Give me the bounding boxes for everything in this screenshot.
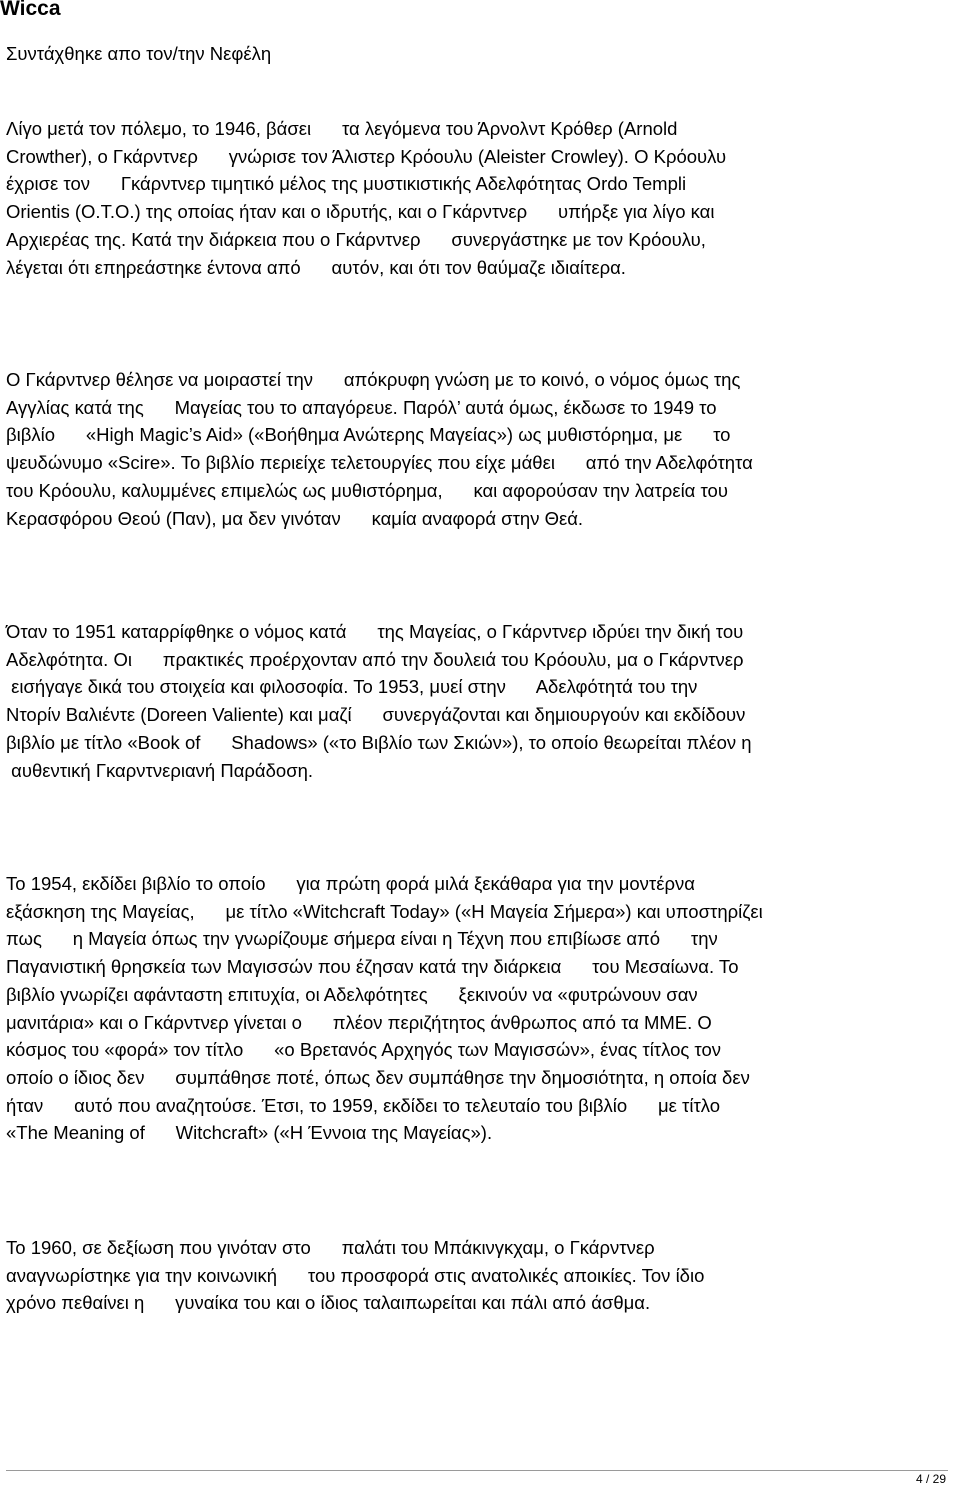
paragraph-line: μανιτάρια» και ο Γκάρντνερ γίνεται ο πλέον περιζήτητος άνθρωπος από τα ΜΜΕ. Ο [6,1011,712,1033]
paragraph-2 [6,366,956,532]
paragraph-line: «The Meaning of Witchcraft» («Η Έννοια της Μαγείας»). [6,1122,493,1144]
paragraph-line: Ο Γκάρντνερ θέλησε να μοιραστεί την απόκρυφη γνώση με το κοινό, ο νόμος όμως της [6,369,741,390]
paragraph-line: Λίγο μετά τον πόλεμο, το 1946, βάσει τα λεγόμενα του Άρνολντ Κρόθερ (Arnold [6,118,678,139]
paragraph-1 [6,115,956,281]
paragraph-line: οποίο ο ίδιος δεν συμπάθησε ποτέ, όπως δεν συμπάθησε την δημοσιότητα, η οποία δεν [6,1066,750,1088]
paragraph-line: Crowther), ο Γκάρντνερ γνώρισε τον Άλιστερ Κρόουλυ (Aleister Crowley). Ο Κρόουλυ [6,145,727,167]
paragraph-line: Το 1960, σε δεξίωση που γινόταν στο παλάτι του Μπάκινγκχαμ, ο Γκάρντνερ [6,1237,655,1258]
paragraph-line: πως η Μαγεία όπως την γνωρίζουμε σήμερα είναι η Τέχνη που επιβίωσε από την [6,928,718,950]
paragraph-line: Ντορίν Βαλιέντε (Doreen Valiente) και μαζί συνεργάζονται και δημιουργούν και εκδίδουν [6,704,746,726]
paragraph-line: βιβλίο «High Magic’s Aid» («Βοήθημα Ανώτερης Μαγείας») ως μυθιστόρημα, με το [6,424,731,446]
paragraph-line: Αρχιερέας της. Κατά την διάρκεια που ο Γκάρντνερ συνεργάστηκε με τον Κρόουλυ, [6,228,706,250]
paragraph-3 [6,618,956,784]
document-title: Wicca [0,0,61,20]
paragraph-line: εισήγαγε δικά του στοιχεία και φιλοσοφία. Το 1953, μυεί στην Αδελφότητά του την [6,676,698,698]
paragraph-line: Όταν το 1951 καταρρίφθηκε ο νόμος κατά της Μαγείας, ο Γκάρντνερ ιδρύει την δική του [6,621,744,642]
paragraph-line: ψευδώνυμο «Scire». Το βιβλίο περιείχε τελετουργίες που είχε μάθει από την Αδελφότητα [6,452,753,474]
paragraph-4 [6,870,956,1147]
paragraph-line: βιβλίο με τίτλο «Book of Shadows» («το Βιβλίο των Σκιών»), το οποίο θεωρείται πλέον η [6,731,752,753]
footer-divider [6,1470,948,1471]
paragraph-line: αναγνωρίστηκε για την κοινωνική του προσφορά στις ανατολικές αποικίες. Τον ίδιο [6,1264,705,1286]
paragraph-line: Αδελφότητα. Οι πρακτικές προέρχονταν από την δουλειά του Κρόουλυ, μα ο Γκάρντνερ [6,648,744,670]
paragraph-line: Παγανιστική θρησκεία των Μαγισσών που έζησαν κατά την διάρκεια του Μεσαίωνα. Το [6,956,739,978]
paragraph-line: Κερασφόρου Θεού (Παν), μα δεν γινόταν καμία αναφορά στην Θεά. [6,507,584,529]
paragraph-line: χρόνο πεθαίνει η γυναίκα του και ο ίδιος ταλαιπωρείται και πάλι από άσθμα. [6,1292,651,1314]
paragraph-line: εξάσκηση της Μαγείας, με τίτλο «Witchcraft Today» («Η Μαγεία Σήμερα») και υποστηρίζει [6,900,763,922]
paragraph-line: έχρισε τον Γκάρντνερ τιμητικό μέλος της μυστικιστικής Αδελφότητας Ordo Templi [6,173,687,195]
page-number: 4 / 29 [915,1472,946,1486]
paragraph-line: ήταν αυτό που αναζητούσε. Έτσι, το 1959, εκδίδει το τελευταίο του βιβλίο με τίτλο [6,1094,721,1116]
paragraph-5 [6,1234,956,1317]
paragraph-line: Το 1954, εκδίδει βιβλίο το οποίο για πρώτη φορά μιλά ξεκάθαρα για την μοντέρνα [6,873,695,894]
paragraph-line: βιβλίο γνωρίζει αφάνταστη επιτυχία, οι Αδελφότητες ξεκινούν να «φυτρώνουν σαν [6,983,698,1005]
paragraph-line: αυθεντική Γκαρντνεριανή Παράδοση. [6,759,314,781]
paragraph-line: Orientis (O.T.O.) της οποίας ήταν και ο ιδρυτής, και ο Γκάρντνερ υπήρξε για λίγο και [6,201,715,223]
document-subtitle: Συντάχθηκε απο τον/την Νεφέλη [6,43,272,64]
paragraph-line: κόσμος του «φορά» τον τίτλο «ο Βρετανός Αρχηγός των Μαγισσών», ένας τίτλος τον [6,1039,722,1061]
paragraph-line: του Κρόουλυ, καλυμμένες επιμελώς ως μυθιστόρημα, και αφορούσαν την λατρεία του [6,479,728,501]
paragraph-line: λέγεται ότι επηρεάστηκε έντονα από αυτόν, και ότι τον θαύμαζε ιδιαίτερα. [6,256,626,278]
paragraph-line: Αγγλίας κατά της Μαγείας του το απαγόρευε. Παρόλ’ αυτά όμως, έκδωσε το 1949 το [6,396,717,418]
